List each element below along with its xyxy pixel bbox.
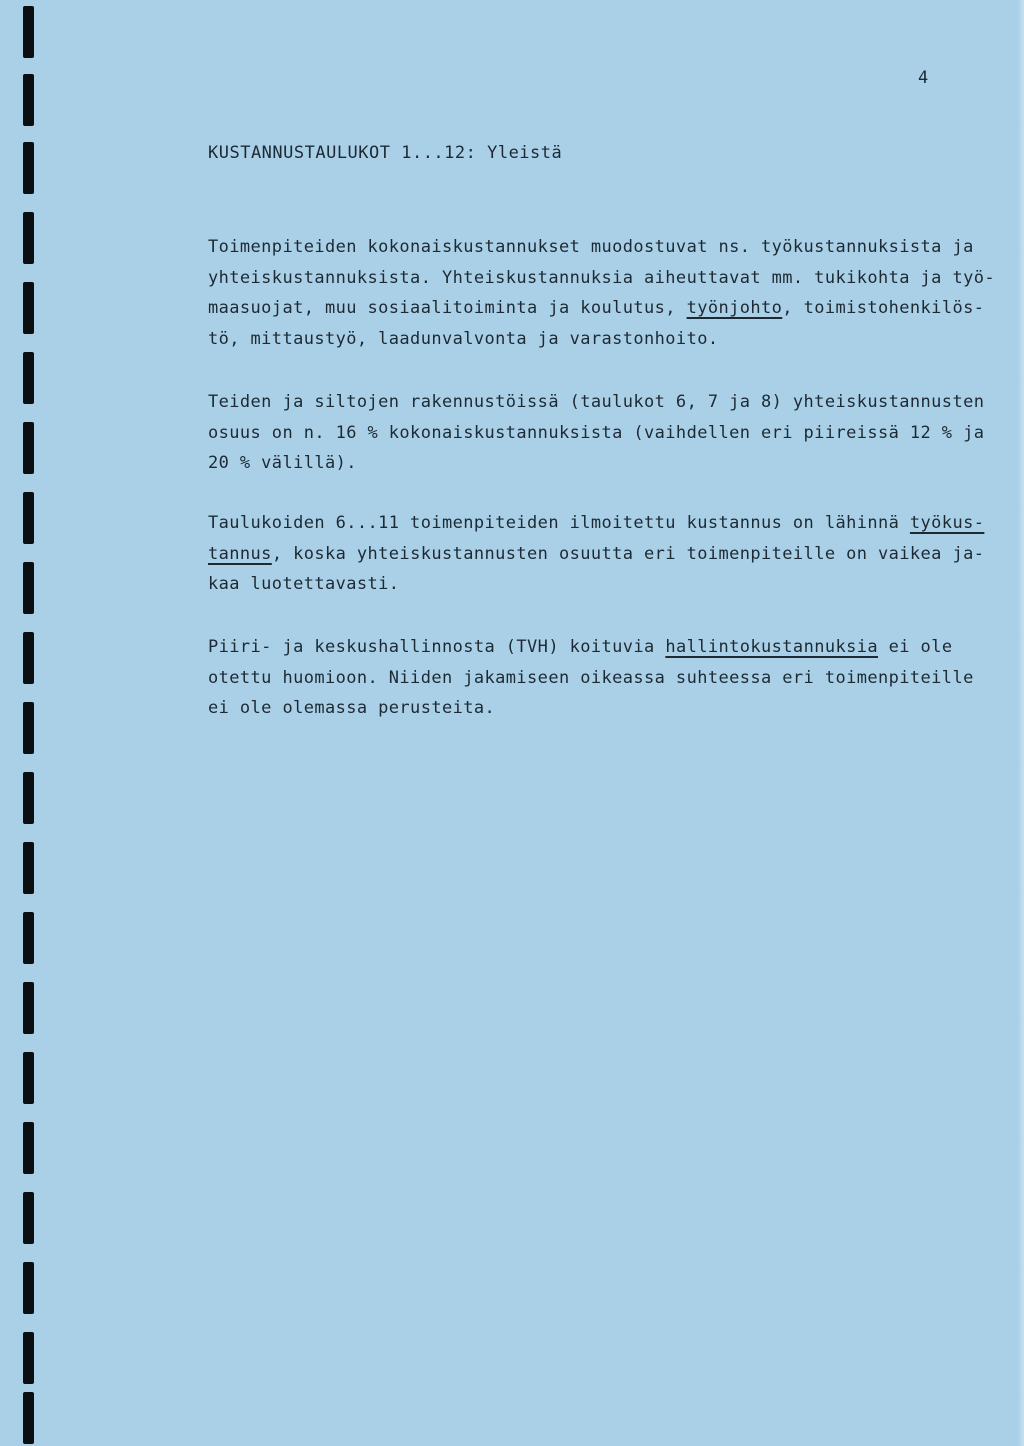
- text-line: [208, 232, 974, 263]
- binding-hole: [23, 74, 34, 126]
- text-segment: Toimenpiteiden kokonaiskustannukset muodostuvat ns. työkustannuksista ja: [208, 237, 974, 257]
- text-segment: , koska yhteiskustannusten osuutta eri toimenpiteille on vaikea ja-: [271, 543, 985, 564]
- text-segment: Piiri- ja keskushallinnosta (TVH) koituvia: [208, 637, 666, 657]
- page-heading: KUSTANNUSTAULUKOT 1...12: Yleistä: [208, 143, 563, 163]
- text-segment: Teiden ja siltojen rakennustöissä (taulukot 6, 7 ja 8) yhteiskustannusten: [208, 392, 985, 412]
- text-segment: , toimistohenkilös-: [782, 298, 985, 318]
- binding-hole: [23, 1052, 34, 1104]
- binding-hole: [23, 1392, 34, 1444]
- paragraph: [208, 508, 985, 600]
- underlined-term: hallintokustannuksia: [665, 637, 879, 657]
- binding-hole: [23, 702, 34, 754]
- text-line: [208, 632, 968, 663]
- text-line: [208, 418, 985, 449]
- text-segment: 20 % välillä).: [208, 453, 357, 473]
- text-segment: otettu huomioon. Niiden jakamiseen oikeassa suhteessa eri toimenpiteille: [208, 667, 974, 688]
- text-segment: ei ole olemassa perusteita.: [208, 698, 496, 718]
- binding-hole: [23, 1192, 34, 1244]
- underlined-term: tannus: [208, 543, 272, 564]
- binding-hole: [23, 632, 34, 684]
- text-line: [208, 539, 985, 570]
- binding-hole: [23, 282, 34, 334]
- text-line: [208, 324, 968, 355]
- binding-hole: [23, 422, 34, 474]
- text-line: [208, 293, 985, 324]
- text-segment: maasuojat, muu sosiaalitoiminta ja koulutus,: [208, 298, 687, 318]
- paragraph: [208, 232, 995, 354]
- binding-hole: [23, 562, 34, 614]
- paragraph: [208, 632, 974, 724]
- text-line: [208, 693, 968, 724]
- text-segment: osuus on n. 16 % kokonaiskustannuksista (vaihdellen eri piireissä 12 % ja: [208, 422, 985, 443]
- binding-hole: [23, 352, 34, 404]
- text-line: [208, 663, 974, 694]
- binding-hole: [23, 912, 34, 964]
- text-line: [208, 569, 968, 600]
- text-segment: tö, mittaustyö, laadunvalvonta ja varastonhoito.: [208, 328, 719, 349]
- paragraph: [208, 387, 985, 479]
- page-number: 4: [918, 68, 930, 88]
- text-segment: yhteiskustannuksista. Yhteiskustannuksia aiheuttavat mm. tukikohta ja työ-: [208, 267, 995, 288]
- binding-hole: [23, 772, 34, 824]
- binding-hole: [23, 1262, 34, 1314]
- binding-strip: [0, 0, 44, 1446]
- binding-hole: [23, 6, 34, 58]
- text-line: [208, 448, 968, 479]
- text-line: [208, 263, 995, 294]
- binding-hole: [23, 142, 34, 194]
- paper-edge: [1018, 0, 1024, 1446]
- text-segment: Taulukoiden 6...11 toimenpiteiden ilmoitettu kustannus on lähinnä: [208, 513, 910, 533]
- binding-hole: [23, 1332, 34, 1384]
- underlined-term: työkus-: [909, 513, 985, 533]
- binding-hole: [23, 982, 34, 1034]
- binding-hole: [23, 492, 34, 544]
- underlined-term: työnjohto: [686, 298, 783, 318]
- text-segment: kaa luotettavasti.: [208, 574, 400, 594]
- text-line: [208, 387, 985, 418]
- binding-hole: [23, 1122, 34, 1174]
- binding-hole: [23, 842, 34, 894]
- text-line: [208, 508, 985, 539]
- text-segment: ei ole: [878, 637, 953, 657]
- binding-hole: [23, 212, 34, 264]
